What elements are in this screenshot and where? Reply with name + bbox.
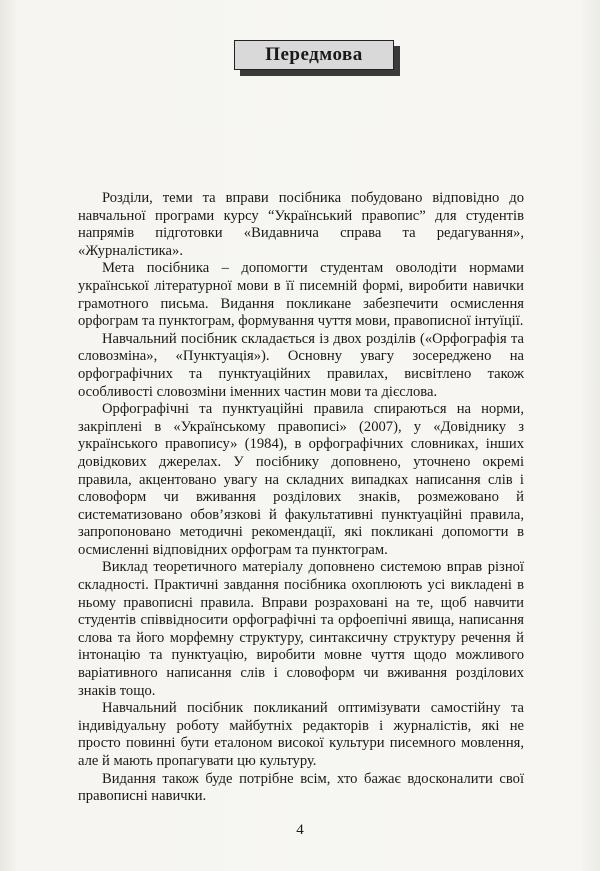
paragraph: Навчальний посібник складається із двох розділів («Орфографія та словозміна», «Пунктуація»). Основну увагу зосереджено на орфографічних та пунктуаційних правилах, висвітлено також особливості словозміни іменних частин мови та дієслова. xyxy=(78,330,524,400)
preface-body xyxy=(78,190,524,806)
paragraph: Мета посібника – допомогти студентам оволодіти нормами української літературної мови в її писемній формі, виробити навички грамотного письма. Видання покликане забезпечити осмислення орфограм та пунктограм, формування чуття мови, правописної інтуїції. xyxy=(78,260,524,330)
page-title: Передмова xyxy=(234,40,394,70)
paragraph: Навчальний посібник покликаний оптимізувати самостійну та індивідуальну роботу майбутніх редакторів і журналістів, які не просто повинні бути еталоном високої культури писемного мовлення, але й мають пропагувати цю культуру. xyxy=(78,700,524,769)
page-number: 4 xyxy=(296,822,304,838)
paragraph: Розділи, теми та вправи посібника побудовано відповідно до навчальної програми курсу “Український правопис” для студентів напрямів підготовки «Видавнича справа та редагування», «Журналістика». xyxy=(78,190,524,259)
paragraph: Видання також буде потрібне всім, хто бажає вдосконалити свої правописні навички. xyxy=(78,770,524,805)
paragraph: Виклад теоретичного матеріалу доповнено системою вправ різної складності. Практичні завдання посібника охоплюють усі викладені в ньому правописні правила. Вправи розраховані на те, щоб навчити студентів співвідносити орфографічні та орфоепічні явища, написання слова та його морфемну структуру, синтаксичну структуру речення й інтонацію та пунктуацію, виробити мовне чуття щодо можливого варіативного написання слів і словоформ чи вживання розділових знаків тощо. xyxy=(78,559,524,699)
paragraph: Орфографічні та пунктуаційні правила спираються на норми, закріплені в «Українському правописі» (2007), у «Довіднику з українського правопису» (1984), в орфографічних словниках, інших довідкових джерелах. У посібнику доповнено, уточнено окремі правила, акцентовано увагу на складних випадках написання слів і словоформ чи вживання розділових знаків, розмежовано й систематизовано обов’язкові й факультативні пунктуаційні правила, запропоновано методичні рекомендації, які покликані допомогти в осмисленні відповідних орфограм та пунктограм. xyxy=(78,401,524,558)
heading-frame xyxy=(234,40,402,78)
